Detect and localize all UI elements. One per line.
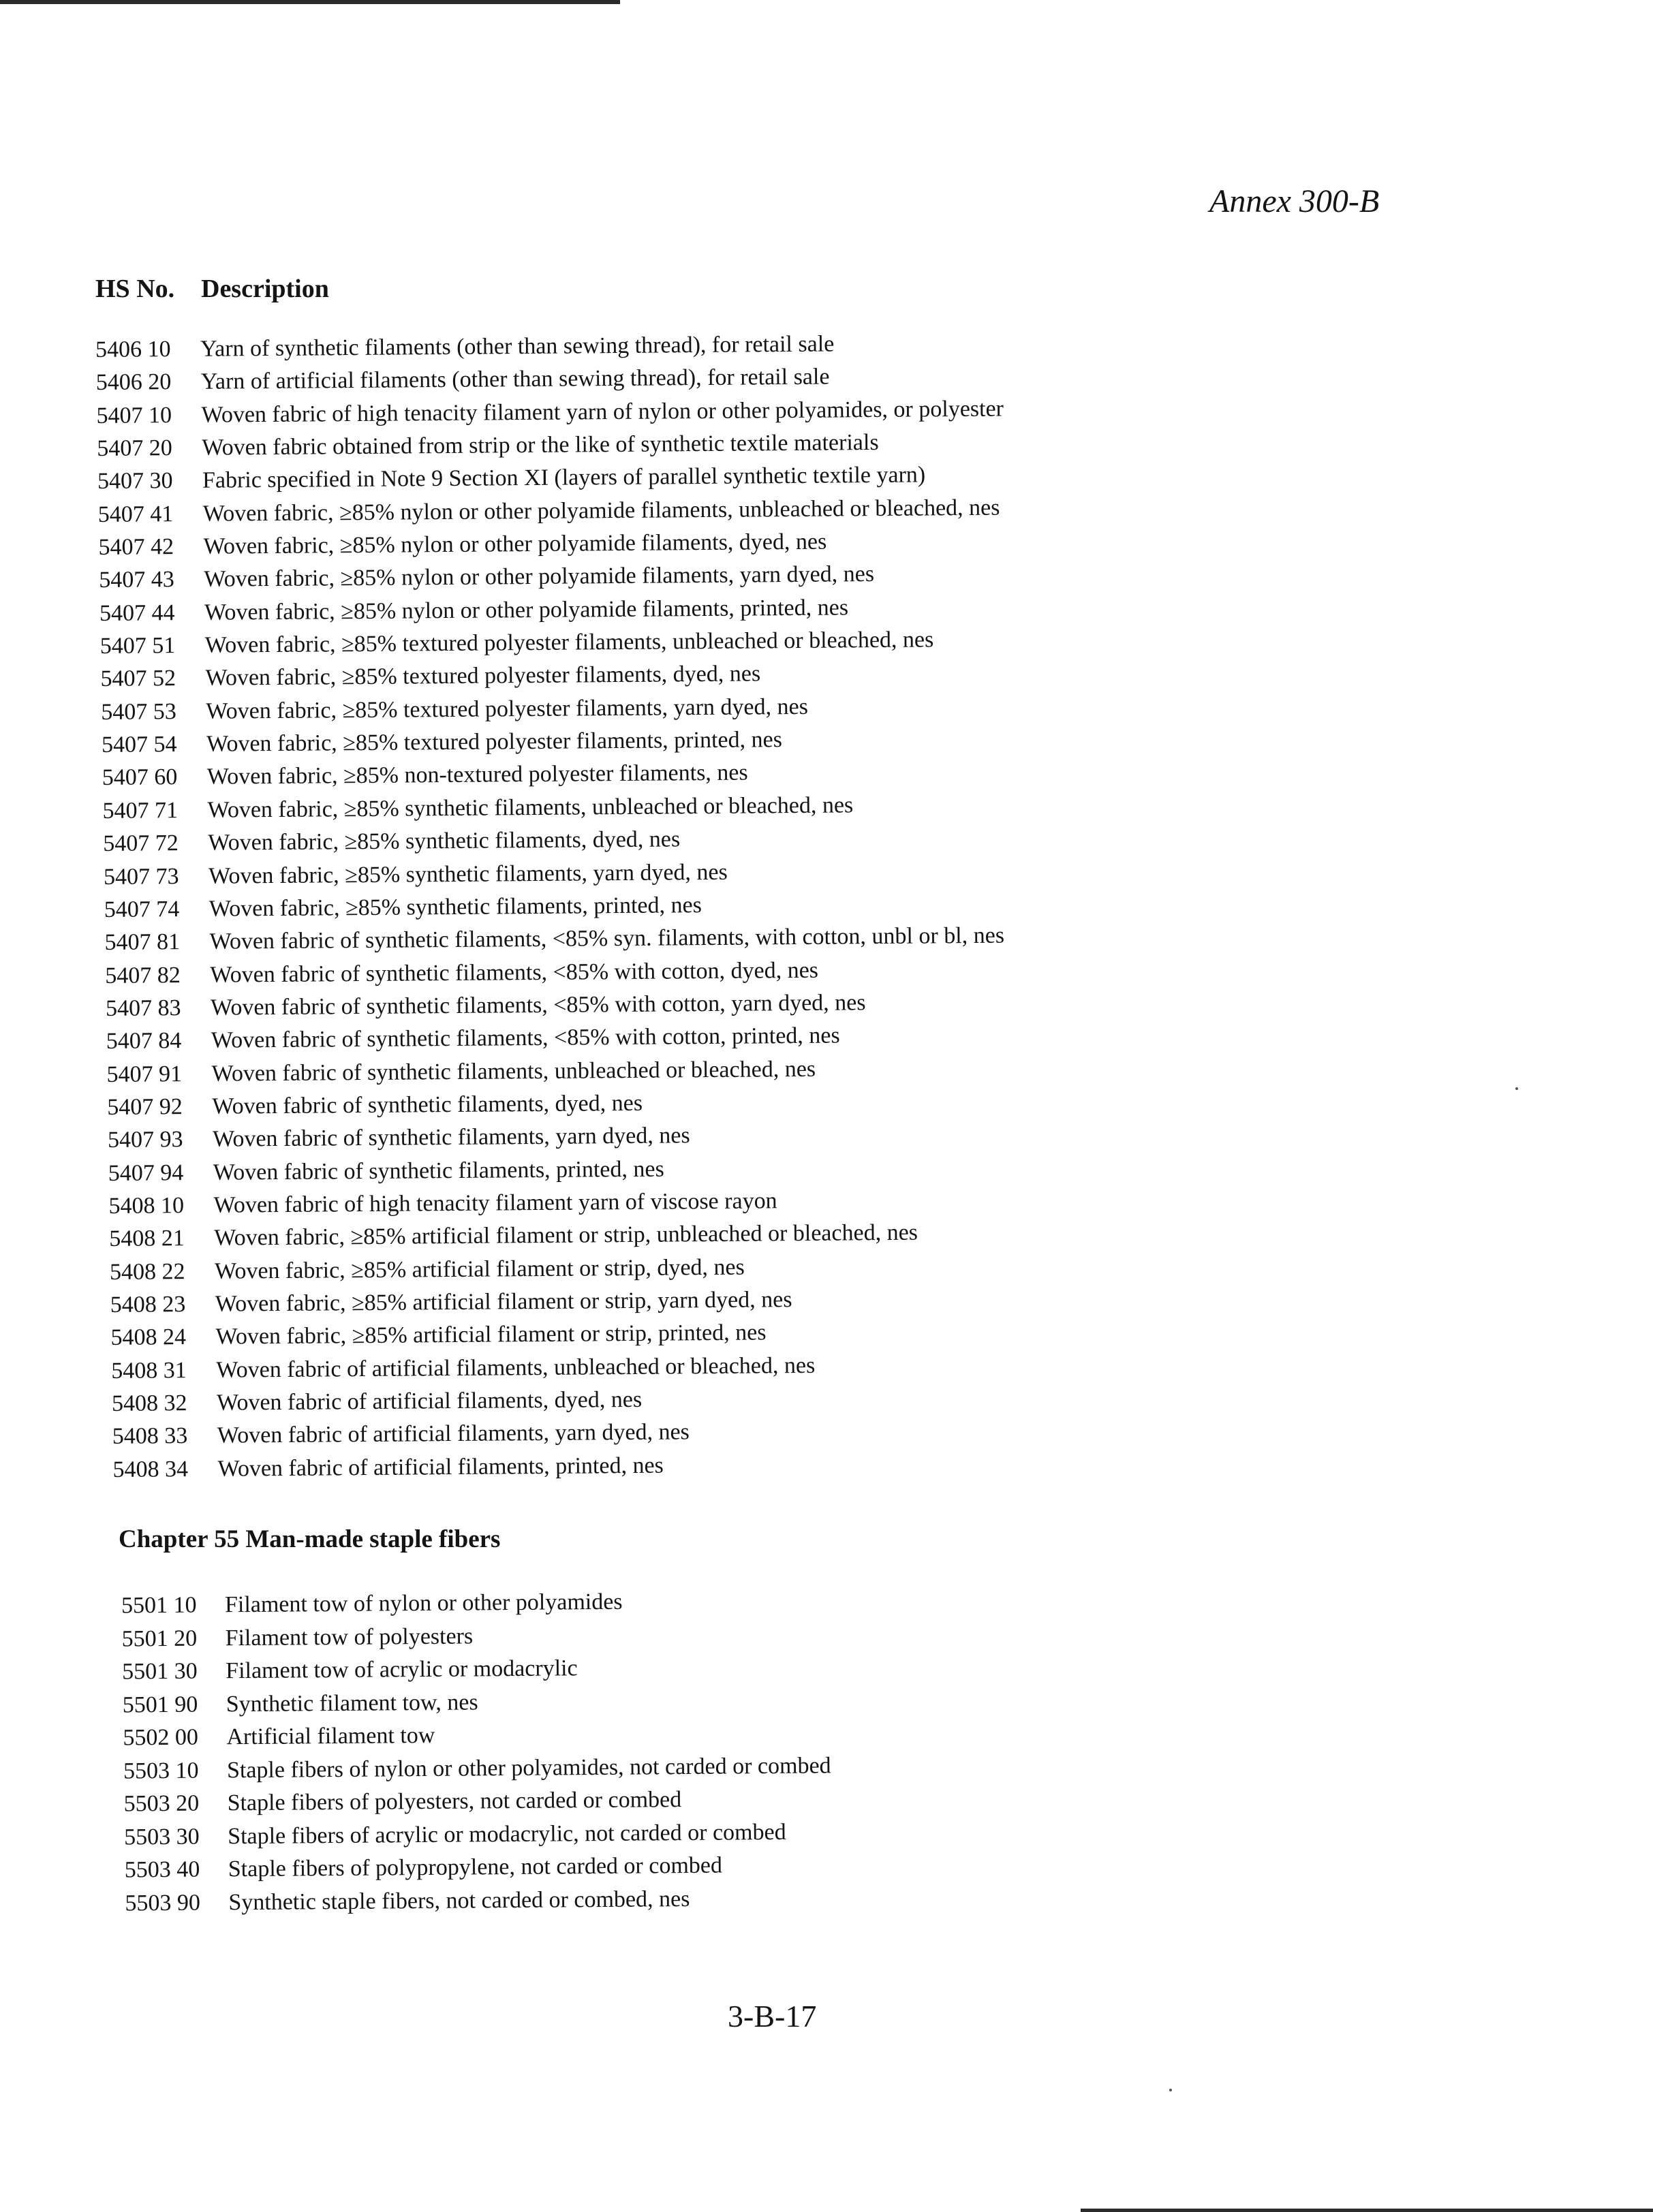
hs-code: 5503 90 [125, 1890, 201, 1916]
chapter-heading: Chapter 55 Man-made staple fibers [119, 1525, 501, 1553]
hs-code: 5408 22 [109, 1258, 185, 1285]
scan-edge-mark [1081, 2209, 1653, 2212]
hs-code: 5502 00 [123, 1724, 199, 1751]
hs-description: Yarn of synthetic filaments (other than sewing thread), for retail sale [200, 331, 835, 362]
hs-description: Woven fabric of synthetic filaments, printed, nes [213, 1156, 664, 1185]
hs-code: 5408 23 [110, 1292, 186, 1318]
hs-code: 5407 53 [101, 698, 176, 725]
hs-code: 5501 10 [121, 1592, 197, 1619]
hs-code: 5407 81 [104, 929, 181, 956]
hs-description: Woven fabric, ≥85% nylon or other polyamide filaments, unbleached or bleached, nes [202, 495, 1000, 527]
hs-description: Woven fabric, ≥85% nylon or other polyamide filaments, yarn dyed, nes [204, 561, 875, 593]
hs-code: 5501 90 [122, 1692, 198, 1717]
hs-code: 5406 20 [95, 369, 172, 396]
hs-code: 5407 74 [104, 896, 180, 922]
hs-code: 5407 20 [97, 435, 172, 462]
hs-code: 5503 30 [124, 1824, 200, 1850]
hs-description: Staple fibers of polyesters, not carded or combed [227, 1787, 682, 1816]
hs-description: Woven fabric, ≥85% nylon or other polyamide filaments, printed, nes [204, 595, 849, 625]
hs-code: 5407 10 [96, 402, 172, 429]
hs-description: Woven fabric of synthetic filaments, unbleached or bleached, nes [211, 1056, 816, 1087]
hs-code: 5408 32 [111, 1390, 187, 1416]
hs-code: 5407 94 [108, 1159, 184, 1186]
hs-code: 5407 71 [102, 797, 179, 824]
hs-description: Woven fabric, ≥85% synthetic filaments, yarn dyed, nes [208, 859, 728, 889]
page-number: 3-B-17 [728, 1999, 817, 2034]
hs-description: Woven fabric, ≥85% textured polyester filaments, dyed, nes [205, 661, 761, 691]
hs-code: 5407 82 [105, 962, 181, 988]
hs-code: 5501 30 [122, 1658, 198, 1685]
hs-description: Woven fabric, ≥85% nylon or other polyamide filaments, dyed, nes [203, 529, 827, 559]
hs-description: Staple fibers of polypropylene, not carded or combed [228, 1852, 723, 1882]
hs-description: Woven fabric of synthetic filaments, <85% syn. filaments, with cotton, unbl or bl, nes [209, 922, 1005, 954]
hs-code: 5408 31 [111, 1357, 187, 1384]
hs-code: 5407 41 [97, 501, 174, 527]
hs-code: 5503 10 [123, 1758, 199, 1783]
hs-description: Fabric specified in Note 9 Section XI (layers of parallel synthetic textile yarn) [202, 462, 926, 494]
hs-code: 5408 21 [109, 1226, 185, 1252]
scan-speck [1515, 1087, 1518, 1090]
hs-code: 5407 73 [103, 863, 179, 890]
hs-description: Woven fabric, ≥85% artificial filament or strip, unbleached or bleached, nes [214, 1219, 918, 1251]
hs-code: 5407 93 [107, 1127, 183, 1153]
hs-code: 5407 52 [100, 666, 176, 692]
description-header: Description [201, 275, 329, 303]
hs-description: Woven fabric, ≥85% non-textured polyester filaments, nes [206, 760, 748, 790]
hs-description: Synthetic filament tow, nes [226, 1689, 478, 1717]
scan-edge-mark [0, 0, 620, 4]
hs-code: 5407 44 [99, 599, 175, 626]
hs-code: 5407 91 [106, 1061, 183, 1087]
hs-description: Woven fabric of artificial filaments, printed, nes [217, 1452, 664, 1482]
hs-code: 5407 54 [101, 732, 177, 758]
hs-description: Woven fabric of artificial filaments, dyed, nes [216, 1386, 643, 1416]
hs-code: 5408 34 [112, 1456, 189, 1482]
hs-description: Woven fabric of artificial filaments, unbleached or bleached, nes [216, 1352, 816, 1383]
hs-description: Filament tow of nylon or other polyamides [224, 1589, 623, 1618]
hs-description: Staple fibers of nylon or other polyamides, not carded or combed [226, 1752, 831, 1783]
hs-description: Woven fabric of synthetic filaments, <85% with cotton, printed, nes [211, 1023, 840, 1054]
hs-description: Woven fabric, ≥85% textured polyester filaments, printed, nes [206, 727, 782, 757]
hs-description: Woven fabric, ≥85% textured polyester filaments, yarn dyed, nes [206, 694, 809, 724]
hs-code: 5408 24 [110, 1324, 187, 1351]
hs-description: Woven fabric of artificial filaments, yarn dyed, nes [217, 1419, 690, 1449]
hs-code-list [95, 331, 1295, 1486]
hs-description: Woven fabric of synthetic filaments, dyed, nes [212, 1090, 643, 1119]
hs-description: Synthetic staple fibers, not carded or combed, nes [228, 1886, 690, 1915]
hs-description: Woven fabric of synthetic filaments, yarn dyed, nes [212, 1123, 690, 1153]
hs-description: Yarn of artificial filaments (other than sewing thread), for retail sale [200, 364, 830, 395]
hs-code: 5407 83 [105, 995, 181, 1021]
hs-description: Woven fabric of high tenacity filament yarn of nylon or other polyamides, or polyester [201, 396, 1004, 428]
hs-code: 5501 20 [121, 1625, 198, 1651]
scan-speck [1169, 2089, 1172, 2091]
hs-description: Filament tow of acrylic or modacrylic [226, 1655, 578, 1684]
hs-description: Woven fabric, ≥85% synthetic filaments, dyed, nes [208, 826, 681, 856]
hs-no-header: HS No. [95, 275, 175, 303]
hs-description: Woven fabric, ≥85% artificial filament or strip, dyed, nes [214, 1254, 745, 1284]
list-item [125, 1880, 1079, 1920]
hs-code: 5407 92 [107, 1094, 183, 1120]
hs-description: Woven fabric of synthetic filaments, <85% with cotton, yarn dyed, nes [210, 990, 866, 1021]
hs-code: 5406 10 [95, 337, 171, 362]
hs-description: Woven fabric, ≥85% artificial filament or strip, printed, nes [215, 1320, 767, 1350]
hs-code: 5408 33 [112, 1423, 188, 1450]
hs-code: 5407 84 [106, 1028, 182, 1055]
hs-description: Woven fabric, ≥85% textured polyester filaments, unbleached or bleached, nes [204, 627, 934, 658]
hs-description: Woven fabric, ≥85% artificial filament or strip, yarn dyed, nes [215, 1287, 792, 1317]
chapter-55-code-list [121, 1586, 1075, 1916]
hs-code: 5408 10 [108, 1193, 185, 1219]
hs-code: 5407 51 [99, 633, 176, 659]
hs-description: Artificial filament tow [226, 1722, 435, 1750]
hs-code: 5407 30 [97, 468, 173, 495]
hs-description: Woven fabric of synthetic filaments, <85% with cotton, dyed, nes [210, 957, 819, 988]
hs-code: 5407 43 [99, 567, 174, 593]
annex-label: Annex 300-B [1209, 183, 1380, 219]
hs-description: Filament tow of polyesters [225, 1623, 474, 1651]
hs-code: 5407 42 [98, 534, 174, 561]
hs-description: Woven fabric of high tenacity filament yarn of viscose rayon [213, 1188, 777, 1218]
hs-description: Woven fabric, ≥85% synthetic filaments, printed, nes [208, 892, 702, 922]
hs-description: Staple fibers of acrylic or modacrylic, not carded or combed [228, 1819, 786, 1849]
hs-code: 5407 60 [102, 764, 178, 791]
hs-description: Woven fabric obtained from strip or the like of synthetic textile materials [202, 430, 879, 461]
column-header [95, 274, 329, 304]
hs-code: 5503 40 [124, 1856, 200, 1883]
hs-code: 5503 20 [123, 1790, 200, 1817]
hs-description: Woven fabric, ≥85% synthetic filaments, unbleached or bleached, nes [207, 792, 854, 823]
hs-code: 5407 72 [103, 830, 179, 857]
